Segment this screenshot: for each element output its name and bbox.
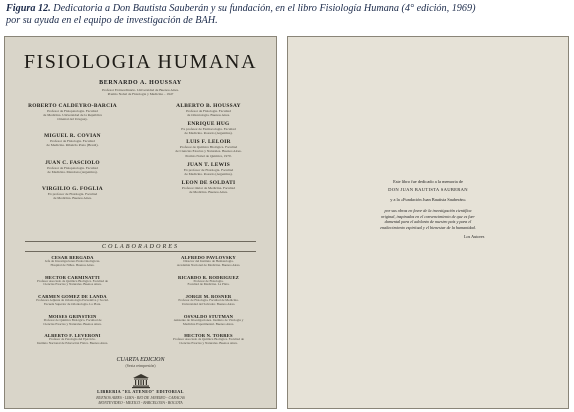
dedication-signature: Los Autores — [464, 234, 485, 239]
person-affiliation: Profesor de Fisiología. Facultad — [186, 109, 231, 113]
person-entry — [5, 333, 140, 346]
person-entry — [5, 160, 140, 174]
person-affiliation: Asistente de Investigaciones. Instituto de Virología y — [173, 317, 244, 322]
person-entry — [141, 314, 276, 327]
publisher-name: LIBRERIA "EL ATENEO" EDITORIAL — [97, 389, 184, 394]
person-affiliation: Escuela Superior de Odontología. La Plata. — [43, 301, 102, 306]
person-name: JUAN C. FASCIOLO — [45, 159, 100, 166]
caption-line-2: por su ayuda en el equipo de investigación de BAH. — [6, 14, 218, 26]
person-affiliation: de Medicina. Rosario (Argentina). — [184, 131, 233, 136]
person-affiliation: Profesor Asociado de Química Biológica. Facultad de — [173, 337, 244, 342]
person-affiliation: de Medicina. Buenos Aires. — [189, 189, 228, 194]
person-affiliation: Universidad del Salvador. Buenos Aires. — [181, 301, 236, 306]
book-title: FISIOLOGIA HUMANA — [23, 51, 258, 73]
person-entry — [141, 162, 276, 176]
person-affiliation: de Medicina. Universidad de la República — [43, 113, 102, 118]
person-affiliation: Hospital de Niños. Buenos Aires. — [50, 262, 95, 267]
person-entry — [141, 255, 276, 268]
person-name: ROBERTO CALDEYRO-BARCIA — [28, 103, 117, 109]
person-name: ALBERTO B. HOUSSAY — [176, 103, 241, 109]
person-affiliation: de Odontología. Buenos Aires. — [186, 113, 231, 118]
person-affiliation: Jefe de Investigaciones Endocrinológicas. — [44, 259, 101, 263]
publisher-cities-1: BUENOS AIRES - LIMA - RIO DE JANEIRO - CARACAS — [96, 396, 185, 400]
person-name: MIGUEL R. COVIAN — [44, 133, 101, 140]
person-affiliation: Profesor de Química Biológica. Facultad de — [43, 317, 102, 322]
person-affiliation: de Ciencias Exactas y Naturales. Buenos Aires. — [175, 149, 242, 154]
person-affiliation: Oriental del Uruguay. — [57, 117, 88, 122]
person-affiliation: de Medicina. Mendoza (Argentina). — [47, 169, 98, 174]
person-affiliation: Instituto Nacional de Educación Física. Buenos Aires. — [36, 341, 109, 346]
left-page-title-page — [4, 36, 277, 409]
person-name: CARMEN GOMEZ DE LANDA — [38, 294, 107, 300]
person-affiliation: Profesor de Química Biológica. Facultad — [179, 145, 238, 150]
person-affiliation: Premio Nobel de Química, 1970. — [185, 153, 232, 158]
person-entry — [5, 294, 140, 307]
edition-label: CUARTA EDICION — [116, 357, 165, 363]
dedication-body-line: enaltecimiento espiritual y el bienestar de la humanidad. — [380, 224, 476, 230]
person-entry — [141, 103, 276, 117]
person-affiliation: Profesora Adjunta de Odontología Preventiva y Social. — [36, 298, 109, 303]
dedication-foundation: y a la «Fundación Juan Bautista Sauberán» — [390, 197, 466, 202]
person-affiliation: Ciencias Exactas y Naturales. Buenos Aires. — [179, 341, 238, 346]
person-affiliation: Ex profesor de Farmacología. Facultad — [181, 127, 236, 132]
dedication-body-line: damental para el adelanto de nuestro país y para el — [384, 219, 472, 225]
person-entry — [5, 186, 140, 200]
person-affiliation: Ex profesor de Fisiología. Facultad — [47, 191, 98, 196]
person-affiliation: Facultad de Medicina. La Plata. — [187, 282, 230, 287]
person-affiliation: Profesor de Patología del Ejercicio. — [49, 337, 96, 342]
person-entry — [5, 275, 140, 288]
author-desc-1: Profesor Extraordinario. Universidad de Buenos Aires. — [102, 88, 179, 92]
person-entry — [141, 121, 276, 135]
caption-line-1 — [6, 3, 568, 15]
publisher-cities-2: MONTEVIDEO - MEXICO - BARCELONA - BOGOTA — [98, 401, 183, 405]
person-affiliation: Profesor de Fisiología. Facultad de Medicina. — [178, 298, 239, 303]
figure-caption — [6, 3, 568, 26]
dedication-body-line: por sus obras en favor de la investigación científica — [384, 208, 472, 213]
person-name: MOISES GRINSTEIN — [48, 313, 97, 319]
edition-sub: (Sexta reimpresión) — [125, 364, 156, 368]
person-name: VIRGILIO G. FOGLIA — [42, 185, 103, 192]
publisher-logo-icon — [131, 373, 151, 389]
collaborators-heading: COLABORADORES — [101, 243, 180, 250]
person-affiliation: Profesor de Fisiología. — [193, 278, 224, 283]
person-affiliation: Academia Nacional de Medicina. Buenos Aires. — [176, 262, 241, 267]
person-affiliation: Profesor de Fisiopatología. Facultad — [47, 109, 98, 113]
person-affiliation: Profesor de Fisiopatología. Facultad — [47, 165, 98, 170]
person-affiliation: de Medicina. Rosario (Argentina). — [184, 171, 233, 176]
person-entry — [5, 133, 140, 147]
person-entry — [5, 314, 140, 327]
person-name: CESAR BERGADA — [51, 255, 94, 260]
person-name: HECTOR N. TORRES — [184, 333, 233, 339]
dedication-line-1: Este libro fue dedicado a la memoria de — [393, 179, 463, 184]
author-name: BERNARDO A. HOUSSAY — [99, 80, 182, 86]
person-name: LEON DE SOLDATI — [181, 179, 236, 186]
person-affiliation: Ciencias Exactas y Naturales. Buenos Aires. — [43, 321, 102, 326]
person-name: JORGE M. ROSNER — [185, 294, 232, 300]
person-affiliation: Medicina Experimental. Buenos Aires. — [182, 321, 235, 326]
person-affiliation: de Medicina. Ribeirão Preto (Brasil). — [46, 143, 99, 148]
person-name: LUIS F. LELOIR — [186, 139, 231, 146]
divider-bottom — [25, 251, 256, 252]
person-name: RICARDO R. RODRIGUEZ — [177, 274, 240, 280]
person-entry — [5, 255, 140, 268]
person-entry — [141, 294, 276, 307]
person-name: OSVALDO STUTMAN — [183, 313, 234, 319]
person-name: ALBERTO F. LEVERONI — [44, 333, 101, 339]
person-affiliation: Profesor de Fisiología. Facultad — [50, 139, 95, 144]
person-name: JUAN T. LEWIS — [186, 161, 231, 168]
person-affiliation: Profesor Asociado de Química Biológica. Facultad de — [37, 278, 108, 283]
person-affiliation: de Medicina. Buenos Aires. — [53, 195, 92, 200]
person-entry — [5, 103, 140, 121]
person-affiliation: Profesor titular de Medicina. Facultad — [181, 185, 236, 190]
person-affiliation: Ciencias Exactas y Naturales. Buenos Aires. — [43, 282, 102, 287]
caption-text-1: Dedicatoria a Don Bautista Sauberán y su fundación, en el libro Fisiología Humana (4° edición, 1969) — [50, 3, 476, 14]
divider-top — [25, 241, 256, 242]
person-entry — [141, 333, 276, 346]
dedication-body-line: original, inspiradas en el convencimiento de que es fun- — [380, 213, 476, 219]
person-name: ALFREDO PAVLOVSKY — [181, 255, 236, 260]
person-affiliation: Ex profesor de Fisiología. Facultad — [183, 167, 234, 172]
dedication-body — [288, 208, 568, 230]
person-name: ENRIQUE HUG — [187, 121, 230, 128]
person-entry — [141, 139, 276, 157]
person-entry — [141, 180, 276, 194]
right-page-dedication — [287, 36, 569, 409]
person-affiliation: Director del Instituto de Hematología. — [183, 259, 234, 263]
dedication-name: DON JUAN BAUTISTA SAUBERAN — [388, 187, 468, 192]
person-name: HECTOR CARMINATTI — [45, 274, 100, 280]
caption-label: Figura 12. — [6, 3, 51, 14]
author-desc-2: Premio Nobel de Fisiología y Medicina – 1947 — [107, 92, 174, 96]
person-entry — [141, 275, 276, 288]
